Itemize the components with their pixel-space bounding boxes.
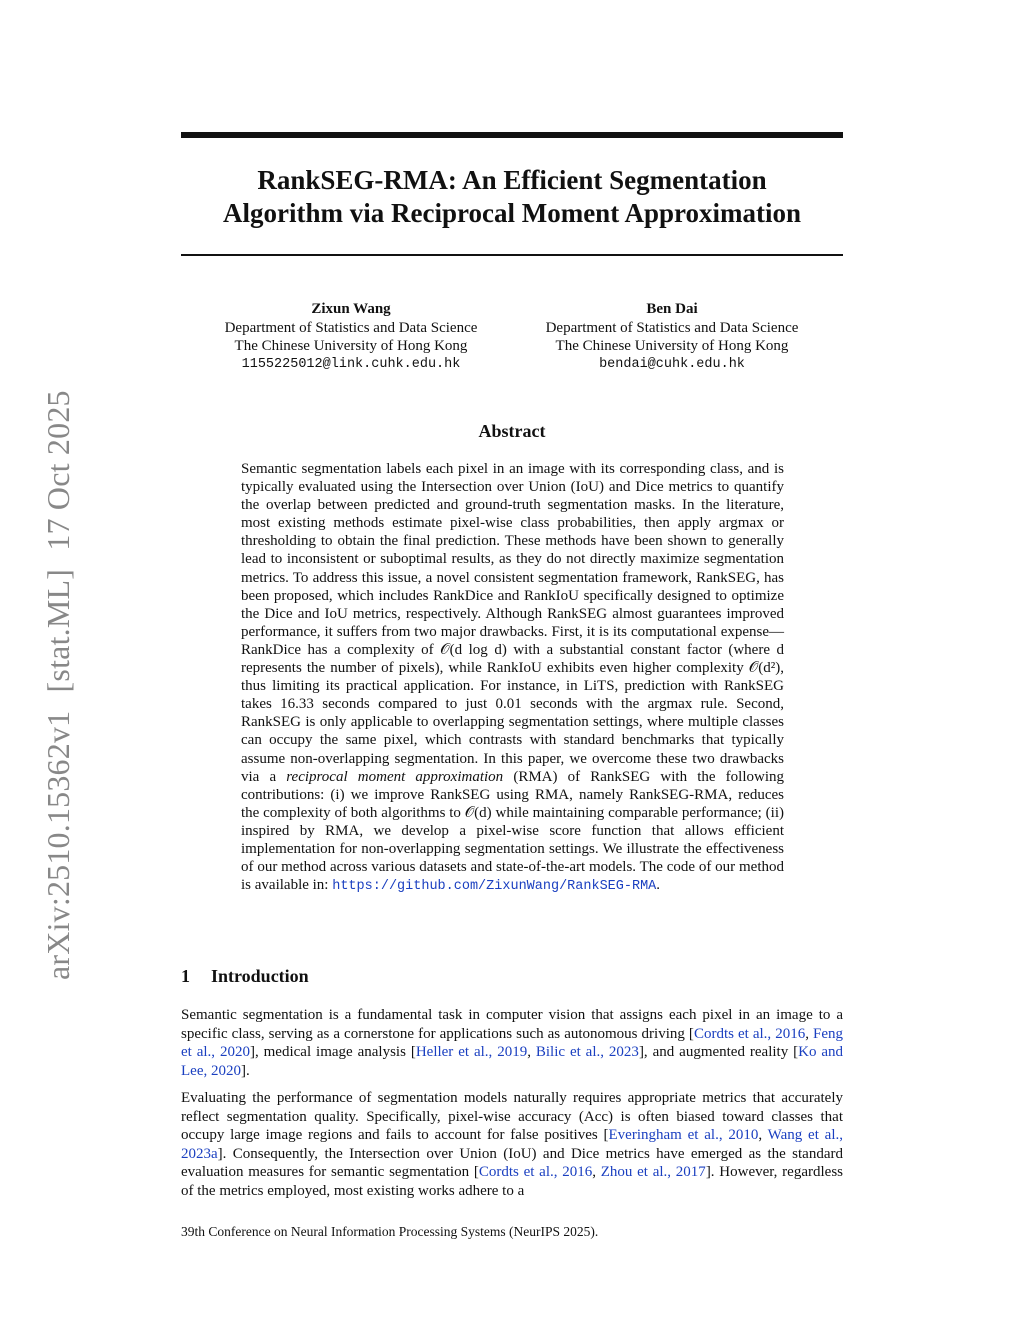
- title-bottom-rule: [181, 254, 843, 256]
- paper-title: [181, 164, 843, 230]
- intro-paragraph-1: [181, 1006, 843, 1080]
- intro-paragraph-2: [181, 1089, 843, 1200]
- abstract-emphasis: reciprocal moment approximation: [286, 768, 504, 785]
- abstract-body: [241, 460, 784, 896]
- section-title: Introduction: [211, 966, 309, 986]
- citation-link[interactable]: Heller et al., 2019: [415, 1044, 528, 1060]
- citation-link[interactable]: Cordts et al., 2016: [693, 1025, 806, 1042]
- text: ,: [758, 1127, 768, 1143]
- author-email: 1155225012@link.cuhk.edu.hk: [241, 356, 461, 372]
- abstract-text-2: (RMA) of RankSEG with the following contributions: (i) we improve RankSEG using RMA, namely RankSEG-RMA, reduces the complexity of both algorithms to 𝒪(d) while maintaining comparable performance; (ii) inspired by RMA, we develop a pixel-wise score function that allows efficient implementation for non-overlapping segmentation settings. We illustrate the effectiveness of our method across various datasets and state-of-the-art models. The code of our method is available in:: [241, 768, 785, 894]
- citation-link[interactable]: Everingham et al., 2010: [608, 1127, 759, 1143]
- arxiv-category: [stat.ML]: [40, 568, 76, 693]
- section-heading-introduction: [181, 966, 309, 987]
- author-block-2: [507, 300, 837, 374]
- text: ], medical image analysis [: [249, 1044, 416, 1060]
- citation-link[interactable]: Bilic et al., 2023: [535, 1044, 639, 1060]
- arxiv-id: arXiv:2510.15362v1: [40, 710, 76, 980]
- text: ,: [592, 1164, 601, 1180]
- author-email: bendai@cuhk.edu.hk: [599, 356, 745, 372]
- text: ]. However, regardless of the metrics employed, most existing works adhere to a: [181, 1164, 843, 1199]
- citation-link[interactable]: Zhou et al., 2017: [600, 1164, 706, 1180]
- title-line-2: Algorithm via Reciprocal Moment Approximation: [223, 198, 801, 228]
- text: ]. Consequently, the Intersection over Union (IoU) and Dice metrics have emerged as the standard evaluation measures for semantic segmentation [: [181, 1145, 843, 1180]
- abstract-end: .: [656, 877, 661, 894]
- text: ,: [805, 1025, 814, 1042]
- author-name: Zixun Wang: [311, 301, 391, 317]
- abstract-text-1: Semantic segmentation labels each pixel in an image with its corresponding class, and is typically evaluated using the Intersection over Union (IoU) and Dice metrics to quantify the overlap between predicted and ground-truth segmentation masks. In the literature, most existing methods estimate pixel-wise class probabilities, then apply argmax or thresholding to obtain the final prediction. These methods have been shown to generally lead to inconsistent or suboptimal results, as they do not directly maximize segmentation metrics. To address this issue, a novel consistent segmentation framework, RankSEG, has been proposed, which includes RankDice and RankIoU specifically designed to optimize the Dice and IoU metrics, respectively. Although RankSEG almost guarantees improved performance, it suffers from two major drawbacks. First, it is its computational expense—RankDice has a complexity of 𝒪(d log d) with a substantial constant factor (where d represents the number of pixels), while RankIoU exhibits even higher complexity 𝒪(d²), thus limiting its practical application. For instance, in LiTS, prediction with RankSEG takes 16.33 seconds compared to just 0.01 seconds with the argmax rule. Second, RankSEG is only applicable to overlapping segmentation settings, where multiple classes can occupy the same pixel, which contrasts with standard benchmarks that typically assume non-overlapping segmentation. In this paper, we overcome these two drawbacks via a: [241, 461, 784, 785]
- author-university: The Chinese University of Hong Kong: [555, 338, 789, 354]
- section-number: 1: [181, 966, 190, 986]
- text: Evaluating the performance of segmentation models naturally requires appropriate metrics that accurately reflect segmentation quality. Specifically, pixel-wise accuracy (Acc) is often biased toward classes that occupy large image regions and fails to account for false positives [: [181, 1090, 843, 1143]
- author-dept: Department of Statistics and Data Science: [224, 319, 478, 336]
- arxiv-sidebar-stamp: [40, 380, 77, 980]
- code-repo-link[interactable]: https://github.com/ZixunWang/RankSEG-RMA: [332, 879, 657, 895]
- citation-link[interactable]: Wang et al., 2023a: [181, 1127, 843, 1162]
- author-name: Ben Dai: [646, 301, 698, 317]
- citation-link[interactable]: Cordts et al., 2016: [478, 1164, 593, 1180]
- author-block-1: [186, 300, 516, 374]
- text: ].: [240, 1062, 250, 1079]
- author-university: The Chinese University of Hong Kong: [234, 338, 468, 354]
- abstract-heading: Abstract: [478, 421, 546, 441]
- citation-link[interactable]: Ko and Lee, 2020: [181, 1044, 844, 1079]
- citation-link[interactable]: Feng et al., 2020: [181, 1025, 844, 1060]
- text: Semantic segmentation is a fundamental task in computer vision that assigns each pixel in an image to a specific class, serving as a cornerstone for applications such as autonomous driving [: [181, 1007, 843, 1042]
- text: ,: [527, 1044, 536, 1060]
- title-line-1: RankSEG-RMA: An Efficient Segmentation: [257, 165, 767, 195]
- author-dept: Department of Statistics and Data Science: [545, 319, 799, 336]
- arxiv-date: 17 Oct 2025: [40, 390, 76, 551]
- text: ], and augmented reality [: [638, 1044, 799, 1060]
- conference-footnote: 39th Conference on Neural Information Processing Systems (NeurIPS 2025).: [181, 1224, 599, 1239]
- title-top-rule: [181, 132, 843, 138]
